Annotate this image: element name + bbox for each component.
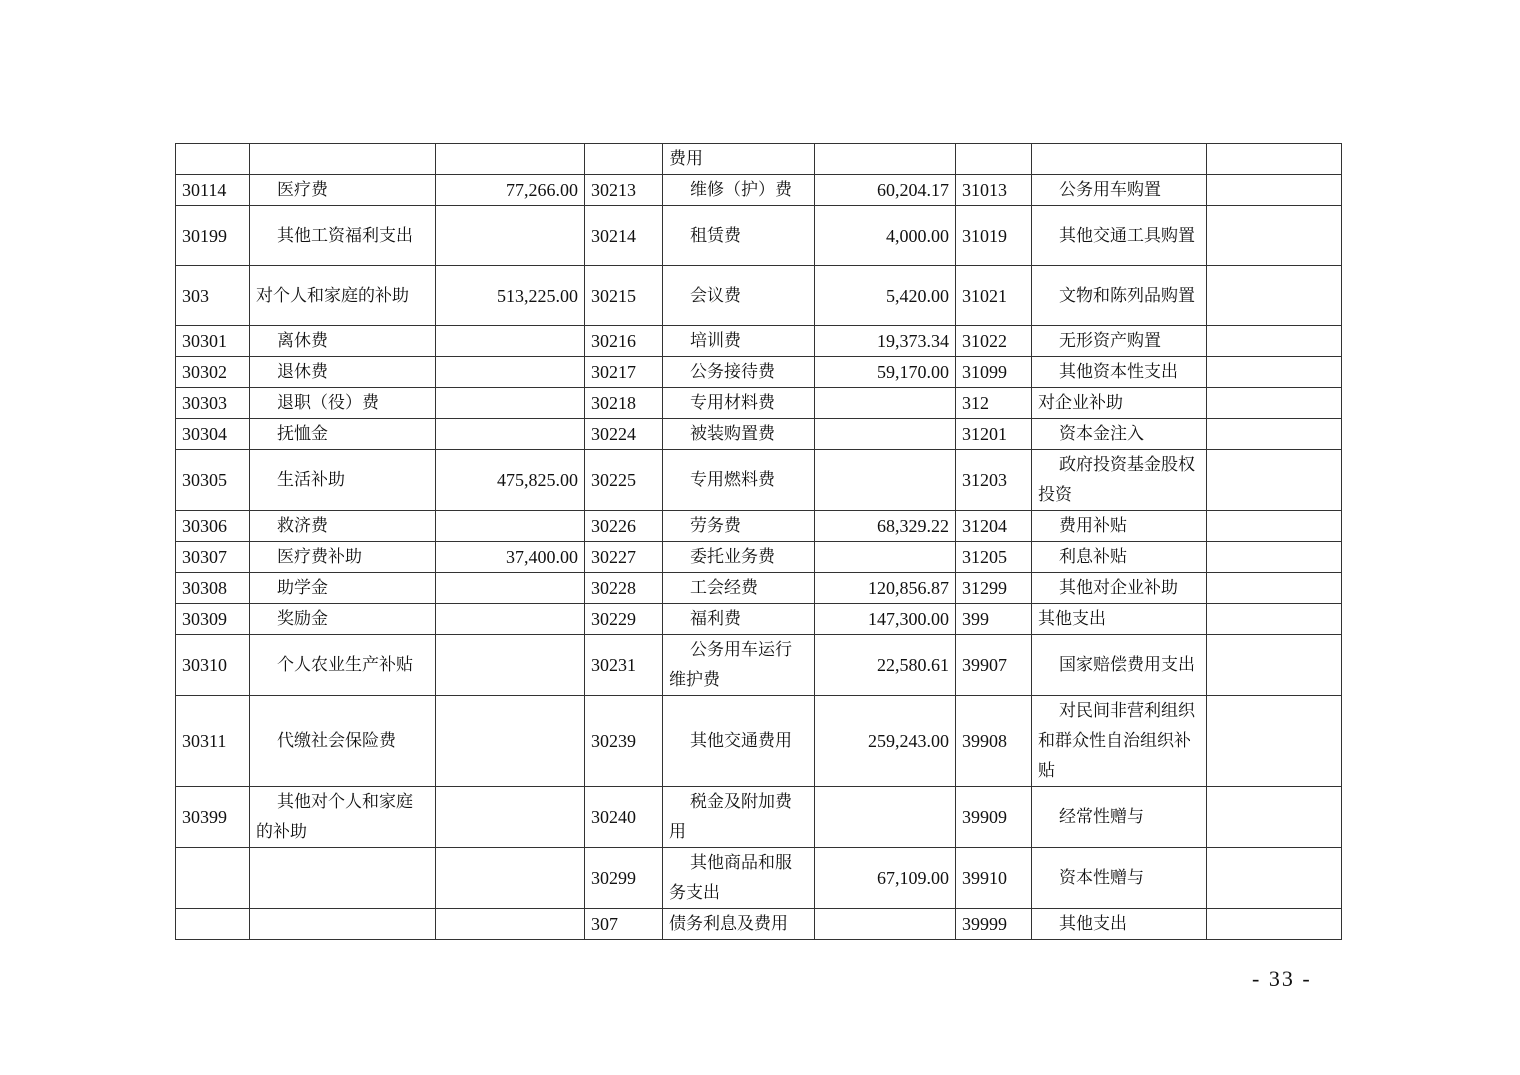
col1-code-cell: 30304	[176, 419, 250, 450]
col3-code-cell: 31204	[956, 511, 1032, 542]
col1-code-cell: 30114	[176, 175, 250, 206]
page-number: - 33 -	[1252, 966, 1312, 991]
col2-name-cell: 专用材料费	[663, 388, 815, 419]
col1-name-cell	[250, 909, 436, 940]
table-row	[176, 266, 1342, 326]
table-row	[176, 635, 1342, 696]
col3-amount-cell	[1207, 542, 1342, 573]
col1-code-cell: 30199	[176, 206, 250, 266]
col3-code-cell: 399	[956, 604, 1032, 635]
col1-name-cell: 医疗费补助	[250, 542, 436, 573]
col1-amount-cell	[436, 696, 585, 787]
col2-code-cell: 30240	[585, 787, 663, 848]
col3-amount-cell	[1207, 450, 1342, 511]
col2-amount-cell: 59,170.00	[815, 357, 956, 388]
col3-code-cell: 31203	[956, 450, 1032, 511]
col1-amount-cell	[436, 511, 585, 542]
col3-amount-cell	[1207, 266, 1342, 326]
table-row	[176, 604, 1342, 635]
table-row	[176, 848, 1342, 909]
col1-amount-cell	[436, 573, 585, 604]
col2-code-cell: 30215	[585, 266, 663, 326]
table-row	[176, 696, 1342, 787]
col1-amount-cell: 513,225.00	[436, 266, 585, 326]
col2-amount-cell: 5,420.00	[815, 266, 956, 326]
col2-amount-cell: 67,109.00	[815, 848, 956, 909]
col2-name-cell: 福利费	[663, 604, 815, 635]
col1-code-cell: 303	[176, 266, 250, 326]
table-row	[176, 326, 1342, 357]
col1-name-cell: 退职（役）费	[250, 388, 436, 419]
col1-code-cell: 30309	[176, 604, 250, 635]
col3-amount-cell	[1207, 175, 1342, 206]
col2-name-cell: 会议费	[663, 266, 815, 326]
col3-code-cell: 31205	[956, 542, 1032, 573]
col2-code-cell: 307	[585, 909, 663, 940]
col1-code-cell: 30399	[176, 787, 250, 848]
col2-amount-cell: 259,243.00	[815, 696, 956, 787]
col2-name-cell: 公务接待费	[663, 357, 815, 388]
col3-code-cell	[956, 144, 1032, 175]
col2-code-cell: 30214	[585, 206, 663, 266]
col2-name-cell: 租赁费	[663, 206, 815, 266]
col2-code-cell	[585, 144, 663, 175]
col3-code-cell: 31021	[956, 266, 1032, 326]
col2-code-cell: 30213	[585, 175, 663, 206]
col1-name-cell: 退休费	[250, 357, 436, 388]
col3-amount-cell	[1207, 326, 1342, 357]
col1-code-cell: 30301	[176, 326, 250, 357]
col1-amount-cell	[436, 604, 585, 635]
col2-name-cell: 被装购置费	[663, 419, 815, 450]
col2-code-cell: 30218	[585, 388, 663, 419]
col2-amount-cell: 120,856.87	[815, 573, 956, 604]
col2-name-cell: 其他交通费用	[663, 696, 815, 787]
table-row	[176, 419, 1342, 450]
col1-amount-cell	[436, 388, 585, 419]
table-row	[176, 511, 1342, 542]
col3-code-cell: 39910	[956, 848, 1032, 909]
table-row	[176, 909, 1342, 940]
table-row	[176, 388, 1342, 419]
col2-code-cell: 30229	[585, 604, 663, 635]
col2-code-cell: 30217	[585, 357, 663, 388]
col2-name-cell: 费用	[663, 144, 815, 175]
col2-amount-cell	[815, 144, 956, 175]
col2-name-cell: 培训费	[663, 326, 815, 357]
table-row	[176, 175, 1342, 206]
col2-name-cell: 工会经费	[663, 573, 815, 604]
col3-amount-cell	[1207, 787, 1342, 848]
col1-name-cell: 奖励金	[250, 604, 436, 635]
col3-code-cell: 31299	[956, 573, 1032, 604]
col1-amount-cell	[436, 326, 585, 357]
col1-amount-cell: 475,825.00	[436, 450, 585, 511]
col1-amount-cell	[436, 144, 585, 175]
col3-amount-cell	[1207, 635, 1342, 696]
col2-amount-cell	[815, 909, 956, 940]
table-row	[176, 542, 1342, 573]
col2-amount-cell: 4,000.00	[815, 206, 956, 266]
col1-name-cell: 个人农业生产补贴	[250, 635, 436, 696]
col2-name-cell: 专用燃料费	[663, 450, 815, 511]
table-row	[176, 787, 1342, 848]
col2-code-cell: 30228	[585, 573, 663, 604]
table-row	[176, 206, 1342, 266]
col1-name-cell: 抚恤金	[250, 419, 436, 450]
table-row	[176, 357, 1342, 388]
col1-name-cell	[250, 144, 436, 175]
col3-code-cell: 39999	[956, 909, 1032, 940]
col1-code-cell	[176, 144, 250, 175]
col3-amount-cell	[1207, 573, 1342, 604]
col1-name-cell: 其他工资福利支出	[250, 206, 436, 266]
col1-amount-cell: 37,400.00	[436, 542, 585, 573]
col1-name-cell: 救济费	[250, 511, 436, 542]
col3-name-cell: 无形资产购置	[1032, 326, 1207, 357]
table-row	[176, 144, 1342, 175]
col2-code-cell: 30231	[585, 635, 663, 696]
col3-amount-cell	[1207, 206, 1342, 266]
col3-name-cell: 资本金注入	[1032, 419, 1207, 450]
col3-name-cell: 经常性赠与	[1032, 787, 1207, 848]
col1-code-cell	[176, 909, 250, 940]
col3-name-cell: 费用补贴	[1032, 511, 1207, 542]
col2-code-cell: 30299	[585, 848, 663, 909]
col1-code-cell: 30306	[176, 511, 250, 542]
col3-name-cell: 公务用车购置	[1032, 175, 1207, 206]
col3-name-cell: 文物和陈列品购置	[1032, 266, 1207, 326]
col3-amount-cell	[1207, 848, 1342, 909]
col1-code-cell: 30308	[176, 573, 250, 604]
col1-code-cell: 30305	[176, 450, 250, 511]
col3-name-cell	[1032, 144, 1207, 175]
col1-amount-cell	[436, 848, 585, 909]
col1-code-cell: 30303	[176, 388, 250, 419]
col3-code-cell: 31013	[956, 175, 1032, 206]
col2-amount-cell	[815, 419, 956, 450]
col3-amount-cell	[1207, 144, 1342, 175]
col1-name-cell: 其他对个人和家庭的补助	[250, 787, 436, 848]
col3-code-cell: 39909	[956, 787, 1032, 848]
col2-code-cell: 30239	[585, 696, 663, 787]
col1-code-cell: 30307	[176, 542, 250, 573]
col3-name-cell: 国家赔偿费用支出	[1032, 635, 1207, 696]
col3-name-cell: 资本性赠与	[1032, 848, 1207, 909]
col1-amount-cell	[436, 206, 585, 266]
col1-code-cell: 30310	[176, 635, 250, 696]
col1-name-cell: 代缴社会保险费	[250, 696, 436, 787]
col3-code-cell: 31099	[956, 357, 1032, 388]
col3-name-cell: 其他支出	[1032, 909, 1207, 940]
col2-amount-cell	[815, 542, 956, 573]
col2-code-cell: 30216	[585, 326, 663, 357]
col2-amount-cell: 22,580.61	[815, 635, 956, 696]
col3-name-cell: 其他支出	[1032, 604, 1207, 635]
col2-amount-cell	[815, 787, 956, 848]
col2-amount-cell: 68,329.22	[815, 511, 956, 542]
col2-name-cell: 税金及附加费用	[663, 787, 815, 848]
col1-amount-cell	[436, 909, 585, 940]
col3-code-cell: 31022	[956, 326, 1032, 357]
col3-name-cell: 对企业补助	[1032, 388, 1207, 419]
col2-amount-cell	[815, 388, 956, 419]
col3-amount-cell	[1207, 696, 1342, 787]
col1-amount-cell	[436, 419, 585, 450]
col3-amount-cell	[1207, 604, 1342, 635]
col2-code-cell: 30224	[585, 419, 663, 450]
col2-name-cell: 公务用车运行维护费	[663, 635, 815, 696]
col2-code-cell: 30225	[585, 450, 663, 511]
col2-code-cell: 30226	[585, 511, 663, 542]
col3-code-cell: 31019	[956, 206, 1032, 266]
col2-name-cell: 债务利息及费用	[663, 909, 815, 940]
col3-amount-cell	[1207, 388, 1342, 419]
col2-code-cell: 30227	[585, 542, 663, 573]
col1-amount-cell	[436, 635, 585, 696]
col1-code-cell	[176, 848, 250, 909]
col2-name-cell: 劳务费	[663, 511, 815, 542]
expenditure-table	[175, 143, 1342, 940]
col2-amount-cell: 147,300.00	[815, 604, 956, 635]
col1-name-cell: 生活补助	[250, 450, 436, 511]
col3-code-cell: 31201	[956, 419, 1032, 450]
col3-name-cell: 对民间非营利组织和群众性自治组织补贴	[1032, 696, 1207, 787]
col3-name-cell: 其他资本性支出	[1032, 357, 1207, 388]
col3-name-cell: 其他对企业补助	[1032, 573, 1207, 604]
table-body	[176, 144, 1342, 940]
col2-amount-cell: 19,373.34	[815, 326, 956, 357]
col3-amount-cell	[1207, 419, 1342, 450]
col3-amount-cell	[1207, 357, 1342, 388]
col3-name-cell: 其他交通工具购置	[1032, 206, 1207, 266]
col1-code-cell: 30311	[176, 696, 250, 787]
col3-amount-cell	[1207, 909, 1342, 940]
col1-amount-cell	[436, 787, 585, 848]
col2-amount-cell: 60,204.17	[815, 175, 956, 206]
col3-amount-cell	[1207, 511, 1342, 542]
col2-name-cell: 委托业务费	[663, 542, 815, 573]
col3-code-cell: 39908	[956, 696, 1032, 787]
table-row	[176, 573, 1342, 604]
table-row	[176, 450, 1342, 511]
col2-name-cell: 维修（护）费	[663, 175, 815, 206]
col3-name-cell: 利息补贴	[1032, 542, 1207, 573]
col1-name-cell: 医疗费	[250, 175, 436, 206]
col1-name-cell	[250, 848, 436, 909]
col3-code-cell: 39907	[956, 635, 1032, 696]
col1-name-cell: 对个人和家庭的补助	[250, 266, 436, 326]
col1-code-cell: 30302	[176, 357, 250, 388]
col1-amount-cell	[436, 357, 585, 388]
col1-name-cell: 离休费	[250, 326, 436, 357]
col2-name-cell: 其他商品和服务支出	[663, 848, 815, 909]
col1-amount-cell: 77,266.00	[436, 175, 585, 206]
col3-code-cell: 312	[956, 388, 1032, 419]
col2-amount-cell	[815, 450, 956, 511]
col3-name-cell: 政府投资基金股权投资	[1032, 450, 1207, 511]
col1-name-cell: 助学金	[250, 573, 436, 604]
